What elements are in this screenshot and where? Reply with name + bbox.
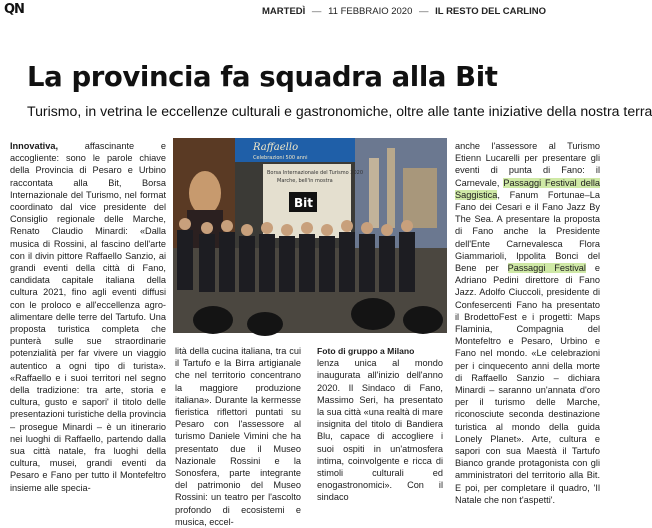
issue-date: 11 FEBBRAIO 2020 [328, 6, 413, 17]
column-1-text: affascinante e accogliente: sono le parole chiave della Provincia di Pesaro e Urbino raccontata alla Bit, Borsa Internazionale del Turismo, nel format coordinato dal vice presidente del Consiglio regionale delle Marche, Renato Claudio Minardi: «Dalla musica di Rossini, al fascino dell'arte con il divin pittore Raffaello Sanzio, ai grandi eventi della città di Fano, candidata capitale italiana della cultura 2021, fino agli eventi diffusi con le proloco e all'eccellenza agro-alimentare delle terre del Tartufo. Una proposta turistica completa che punterà sulle sue straordinarie potenzialità per far vivere un viaggio autentico a ogni tipo di turista». «Raffaello e i suoi territori nel segno della tradizione: tra arte, storia e cultura, gusto e sapori' il titolo delle presentazioni turistiche della provincia – prosegue Minardi – è un itinerario nei luoghi di Raffaello, partendo dalla sua città natale, fra luoghi della cultura, musei, grandi eventi da Pesaro e Fano per tutto il Montefeltro insieme alle specia- [10, 141, 166, 493]
dateline-separator-2: — [419, 6, 429, 17]
newspaper-logo: QN [4, 2, 24, 17]
article-headline: La provincia fa squadra alla Bit [27, 61, 498, 93]
highlighted-passaggi-festival-saggistica: Passaggi Festival della Saggistica [455, 177, 601, 200]
screen-line-2: Marche, bell'in mostra [277, 178, 333, 184]
highlighted-passaggi-festival: Passaggi Festival [507, 263, 586, 274]
article-column-1 [10, 140, 166, 496]
column-4-text-after: e Adriano Pedini direttore di Fano Jazz. Adolfo Ciuccoli, presidente di Confesercenti Fano ha presentato il BrodettoFest e i progetti: Maps Flaminia, Compagnia del Montefeltro e Pesaro, Urbino e Fano nel mondo. «Le celebrazioni per i cinquecento anni della morte di Raffaello Sanzio – dichiara Minardi – saranno un'annata d'oro per il turismo delle Marche, riconosciute seconda destinazione turistica al mondo della guida Lonely Planet». Arte, cultura e sapori con sua Maestà il Tartufo Bianco grande protagonista con gli amministratori del territorio alla Bit. E poi, per completare il quadro, 'Il Natale che non t'aspetti'. [455, 263, 600, 505]
dateline [262, 6, 598, 17]
issue-day: MARTEDÌ [262, 6, 306, 17]
article-column-2 [175, 345, 301, 527]
group-photo-illustration [173, 138, 447, 333]
page-header [0, 0, 600, 20]
column-4-text-before: anche l'assessore al Turismo Etienn Lucarelli per presentare gli eventi di punta di Fano: il Carnevale, [455, 141, 600, 188]
lead-word: Innovativa, [10, 141, 58, 151]
backdrop-subtitle: Celebrazioni 500 anni [253, 155, 308, 161]
backdrop-title: Raffaello [253, 142, 299, 153]
screen-line-1: Borsa Internazionale del Turismo 2020 [267, 170, 364, 176]
group-photo [173, 138, 447, 333]
paper-name: IL RESTO DEL CARLINO [435, 6, 547, 17]
article-column-3 [317, 345, 443, 503]
article-subhead: Turismo, in vetrina le eccellenze culturali e gastronomiche, oltre alle tante iniziative della nostra terra [27, 103, 652, 119]
photo-caption: Foto di gruppo a Milano [317, 346, 415, 356]
screen-logo: Bit [294, 196, 313, 210]
article-column-4 [455, 140, 601, 505]
column-2-text: lità della cucina italiana, tra cui il Tartufo e la Birra artigianale che nel territorio concentrano la maggiore produzione italiana». Durante la kermesse fieristica riflettori puntati su Pesaro con l'assessore al turismo Daniele Vimini che ha presentato due il Museo Nazionale Rossini e la Sonosfera, parte integrante del patrimonio del Museo Rossini: un teatro per l'ascolto profondo di ecosistemi e musica, eccel- [175, 346, 301, 527]
column-3-text: lenza unica al mondo inaugurata all'inizio dell'anno 2020. Il Sindaco di Fano, Massimo Seri, ha presentato la sua città «una realtà di mare insignita del titolo di Bandiera Blu, capace di accogliere i suoi ospiti in un'atmosfera intima, coinvolgente e ricca di stimoli culturali ed enogastronomici». Con il sindaco [317, 358, 443, 503]
column-4-text-middle: , Fanum Fortunae–La Fano dei Cesari e il Fano Jazz By The Sea. A presentare la proposta di Fano anche la Presidente dell'Ente Carnevalesca Flora Giammarioli, Ippolita Bonci del Bene per [455, 189, 600, 274]
dateline-separator: — [311, 6, 322, 17]
